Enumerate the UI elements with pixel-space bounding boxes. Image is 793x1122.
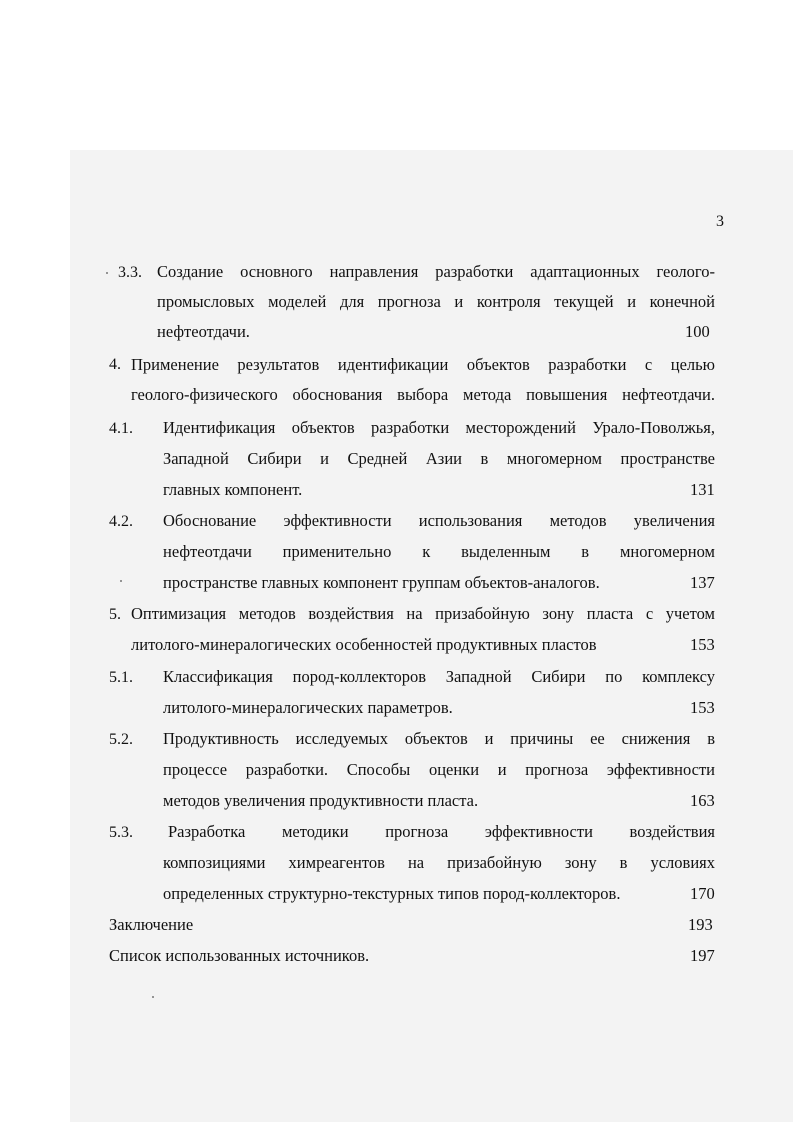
entry-page: 137: [690, 573, 715, 592]
entry-title-line: литолого-минералогических параметров.: [163, 698, 453, 717]
entry-title-line: Список использованных источников.: [109, 946, 370, 965]
entry-page: 170: [690, 884, 715, 903]
entry-title-line: процессе разработки. Способы оценки и прогноза эффективности: [163, 760, 715, 779]
page-number: 3: [716, 213, 724, 230]
entry-title-line: Западной Сибири и Средней Азии в многомерном пространстве: [163, 449, 715, 468]
entry-title-line: Заключение: [109, 915, 194, 934]
entry-title-line: Применение результатов идентификации объектов разработки с целью: [131, 355, 715, 374]
entry-page: 193: [688, 915, 713, 934]
entry-number: 5.2.: [109, 731, 133, 748]
entry-number: 5.1.: [109, 669, 133, 686]
entry-page: 100: [685, 322, 710, 341]
entry-number: 4.1.: [109, 420, 133, 437]
entry-number: 5.: [109, 606, 121, 623]
entry-title-line: геолого-физического обоснования выбора метода повышения нефтеотдачи.: [131, 385, 715, 404]
entry-title-line: главных компонент.: [163, 480, 303, 499]
entry-title-line: Продуктивность исследуемых объектов и причины ее снижения в: [163, 729, 715, 748]
scan-speck: [152, 996, 154, 998]
entry-number: 4.2.: [109, 513, 133, 530]
entry-title-line: методов увеличения продуктивности пласта.: [163, 791, 479, 810]
entry-title-line: нефтеотдачи.: [157, 322, 250, 341]
entry-title-line: Обоснование эффективности использования методов увеличения: [163, 511, 715, 530]
entry-title-line: промысловых моделей для прогноза и контроля текущей и конечной: [157, 292, 715, 311]
entry-title-line: Классификация пород-коллекторов Западной Сибири по комплексу: [163, 667, 715, 686]
entry-title-line: литолого-минералогических особенностей продуктивных пластов: [131, 635, 597, 654]
entry-page: 153: [690, 698, 715, 717]
entry-number: 5.3.: [109, 824, 133, 841]
entry-page: 163: [690, 791, 715, 810]
scan-speck: [106, 272, 108, 274]
entry-title-line: Разработка методики прогноза эффективности воздействия: [168, 822, 715, 841]
entry-title-line: Оптимизация методов воздействия на призабойную зону пласта с учетом: [131, 604, 715, 623]
entry-title-line: Создание основного направления разработки адаптационных геолого-: [157, 262, 715, 281]
entry-title-line: пространстве главных компонент группам объектов-аналогов.: [163, 573, 600, 592]
entry-page: 131: [690, 480, 715, 499]
scan-speck: [120, 580, 122, 582]
entry-number: 3.3.: [118, 264, 142, 281]
entry-page: 153: [690, 635, 715, 654]
entry-title-line: композициями химреагентов на призабойную зону в условиях: [163, 853, 715, 872]
entry-title-line: нефтеотдачи применительно к выделенным в многомерном: [163, 542, 715, 561]
entry-page: 197: [690, 946, 715, 965]
entry-title-line: определенных структурно-текстурных типов пород-коллекторов.: [163, 884, 621, 903]
entry-number: 4.: [109, 356, 121, 373]
entry-title-line: Идентификация объектов разработки месторождений Урало-Поволжья,: [163, 418, 715, 437]
